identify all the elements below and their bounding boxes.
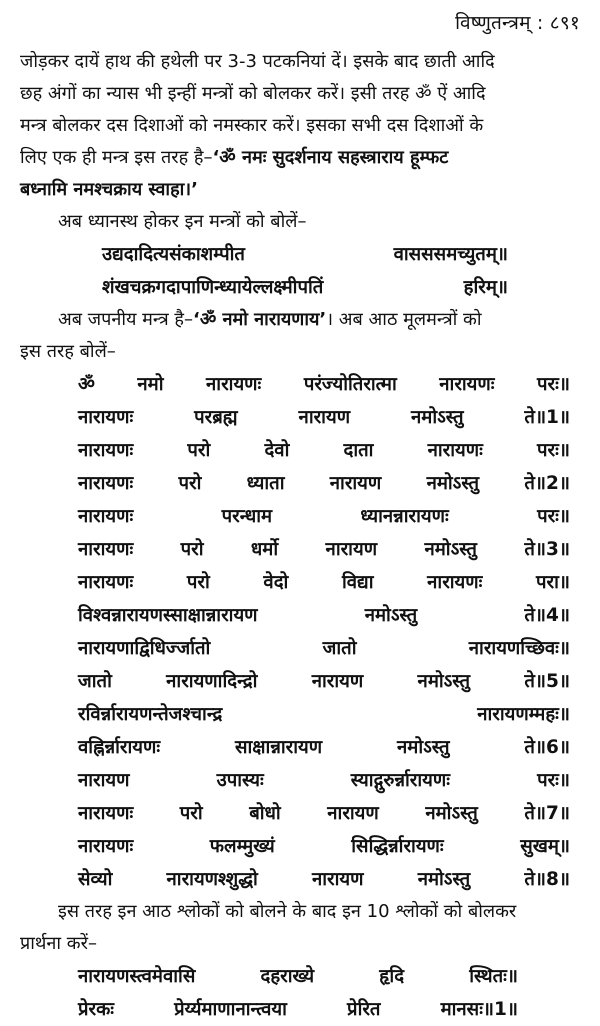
- verse-word: वह्निर्न्नारायणः: [78, 737, 161, 758]
- verse-word: दाता: [343, 440, 374, 461]
- verse-word: हृदि: [379, 966, 405, 987]
- sudarshana-mantra-end: बध्नामि नमश्चक्राय स्वाहा।’: [20, 179, 198, 200]
- dhyana-verse-line: [20, 271, 580, 304]
- verse-word: परो: [178, 473, 202, 494]
- verse-word: नारायण: [298, 407, 351, 428]
- mula-verse-line: [20, 665, 580, 698]
- japa-line-1: [20, 304, 580, 336]
- verse-word: ते॥5॥: [524, 671, 570, 692]
- verse-word: नारायणः: [78, 473, 134, 494]
- verse-word: परो: [179, 803, 203, 824]
- verse-word: परो: [187, 440, 211, 461]
- verse-word: ध्यानन्नारायणः: [360, 506, 449, 527]
- verse-word: नारायणाद्विधिर्ज्जातो: [78, 638, 211, 659]
- mula-verse-line: [20, 533, 580, 566]
- verse-word: परब्रह्म: [194, 407, 238, 428]
- outro-line-1: इस तरह इन आठ श्लोकों को बोलने के बाद इन 10 श्लोकों को बोलकर: [58, 901, 517, 922]
- verse-word: जातो: [322, 638, 357, 659]
- verse-word: नारायण: [311, 869, 364, 890]
- verse-word: परन्धाम: [221, 506, 273, 527]
- verse-word: नारायण: [329, 473, 382, 494]
- mula-verse-line: [20, 401, 580, 434]
- verse-word: विश्वन्नारायणस्साक्षान्नारायण: [78, 605, 258, 626]
- intro-line-2: छह अंगों का न्यास भी इन्हीं मन्त्रों को बोलकर करें। इसी तरह ॐ ऐं आदि: [20, 83, 486, 104]
- outro-paragraph: [20, 896, 580, 960]
- intro-line-4-text: लिए एक ही मन्त्र इस तरह है–: [20, 147, 213, 168]
- dhyana-intro: अब ध्यानस्थ होकर इन मन्त्रों को बोलें–: [58, 211, 307, 232]
- intro-line-3: मन्त्र बोलकर दस दिशाओं को नमस्कार करें। इसका सभी दस दिशाओं के: [20, 115, 484, 136]
- outro-line-2: प्रार्थना करें–: [20, 933, 97, 954]
- verse-word: वासससमच्युतम्॥: [393, 244, 508, 265]
- verse-word: नमोऽस्तु: [397, 737, 450, 758]
- verse-word: परंज्योतिरात्मा: [303, 374, 397, 395]
- japa-line-1-b: । अब आठ मूलमन्त्रों को: [326, 309, 482, 330]
- mula-verse-line: [20, 797, 580, 830]
- verse-word: नमोऽस्तु: [425, 803, 478, 824]
- verse-word: नारायणः: [78, 506, 134, 527]
- sudarshana-mantra: ‘ॐ नमः सुदर्शनाय सहस्त्राराय हूम्फट: [212, 147, 449, 168]
- verse-word: उद्यदादित्यसंकाशम्पीत: [102, 244, 245, 265]
- running-header: विष्णुतन्त्रम् : ८९१: [455, 12, 580, 34]
- verse-word: नारायणः: [439, 374, 495, 395]
- verse-word: दहराख्ये: [260, 966, 315, 987]
- verse-word: नमोऽस्तु: [426, 473, 480, 494]
- japa-paragraph: [20, 304, 580, 368]
- verse-word: नारायण: [311, 671, 364, 692]
- prarthana-verse-line: [20, 993, 580, 1026]
- verse-word: नमोऽस्तु: [417, 869, 471, 890]
- verse-word: परः॥: [537, 374, 570, 395]
- verse-word: नारायणश्शुद्धो: [166, 869, 258, 890]
- verse-word: स्थितः॥: [469, 966, 518, 987]
- mula-verses: [20, 368, 580, 896]
- verse-word: ते॥6॥: [524, 737, 570, 758]
- verse-word: नमोऽस्तु: [417, 671, 471, 692]
- verse-word: नमोऽस्तु: [410, 407, 464, 428]
- verse-word: रविर्न्नारायणन्तेजश्चान्द्र: [78, 704, 223, 725]
- verse-word: ॐ: [78, 374, 95, 395]
- mula-verse-line: [20, 863, 580, 896]
- verse-word: नारायणच्छिवः॥: [468, 638, 570, 659]
- verse-word: प्रेरित: [347, 999, 381, 1020]
- verse-word: नारायणः: [78, 407, 134, 428]
- prarthana-verses: [20, 960, 580, 1026]
- mula-verse-line: [20, 830, 580, 863]
- verse-word: सिद्धिर्न्नारायणः: [351, 836, 444, 857]
- verse-word: फलम्मुख्यं: [209, 836, 275, 857]
- verse-word: सुखम्॥: [520, 836, 570, 857]
- verse-word: नारायणः: [78, 572, 134, 593]
- japa-line-2: इस तरह बोलें–: [20, 341, 116, 362]
- verse-word: नमोऽस्तु: [364, 605, 418, 626]
- verse-word: ते॥4॥: [524, 605, 570, 626]
- verse-word: उपास्यः: [216, 770, 264, 791]
- verse-word: वेदो: [263, 572, 289, 593]
- mula-verse-line: [20, 566, 580, 599]
- mula-verse-line: [20, 698, 580, 731]
- verse-word: नमोऽस्तु: [424, 539, 477, 560]
- intro-paragraph: [20, 46, 580, 206]
- verse-word: परः॥: [537, 440, 570, 461]
- verse-word: शंखचक्रगदापाणिन्ध्यायेल्लक्ष्मीपतिं: [102, 277, 324, 298]
- dhyana-verses: [20, 238, 580, 304]
- verse-word: ते॥2॥: [524, 473, 570, 494]
- mula-verse-line: [20, 764, 580, 797]
- dhyana-verse-line: [20, 238, 580, 271]
- mula-verse-line: [20, 599, 580, 632]
- verse-word: नारायणः: [78, 836, 134, 857]
- verse-word: धर्मो: [250, 539, 279, 560]
- mula-verse-line: [20, 368, 580, 401]
- verse-word: बोधो: [249, 803, 281, 824]
- verse-word: हरिम्॥: [463, 277, 508, 298]
- japa-line-1-a: अब जपनीय मन्त्र है–: [58, 309, 193, 330]
- verse-word: सेव्यो: [78, 869, 113, 890]
- japa-mantra: ‘ॐ नमो नारायणाय’: [192, 309, 327, 330]
- verse-word: विद्या: [341, 572, 374, 593]
- verse-word: ध्याता: [246, 473, 285, 494]
- verse-word: नारायण: [78, 770, 130, 791]
- intro-line-1: जोड़कर दायें हाथ की हथेली पर 3-3 पटकनियां दें। इसके बाद छाती आदि: [20, 51, 495, 72]
- verse-word: नारायणः: [78, 440, 134, 461]
- verse-word: नारायणः: [206, 374, 262, 395]
- prarthana-verse-line: [20, 960, 580, 993]
- verse-word: साक्षान्नारायण: [234, 737, 323, 758]
- mula-verse-line: [20, 632, 580, 665]
- verse-word: नारायणः: [427, 440, 483, 461]
- intro-line-4: [20, 142, 580, 174]
- verse-word: देवो: [264, 440, 290, 461]
- verse-word: नारायणः: [78, 803, 134, 824]
- mula-verse-line: [20, 434, 580, 467]
- mula-verse-line: [20, 731, 580, 764]
- verse-word: ते॥3॥: [524, 539, 570, 560]
- verse-word: ते॥7॥: [524, 803, 570, 824]
- mula-verse-line: [20, 500, 580, 533]
- verse-word: जातो: [78, 671, 112, 692]
- verse-word: नारायण: [325, 539, 378, 560]
- verse-word: नारायणम्महः॥: [477, 704, 570, 725]
- verse-word: मानसः॥1॥: [440, 999, 518, 1020]
- verse-word: प्रेरकः: [78, 999, 115, 1020]
- verse-word: परो: [180, 539, 204, 560]
- verse-word: परा॥: [536, 572, 570, 593]
- verse-word: नारायणस्त्वमेवासि: [78, 966, 196, 987]
- verse-word: स्याद्गुरुर्न्नारायणः: [350, 770, 450, 791]
- verse-word: नारायणादिन्द्रो: [166, 671, 258, 692]
- verse-word: परो: [186, 572, 210, 593]
- verse-word: नमो: [137, 374, 164, 395]
- mula-verse-line: [20, 467, 580, 500]
- verse-word: नारायण: [327, 803, 379, 824]
- verse-word: प्रेर्य्यमाणानान्त्वया: [174, 999, 287, 1020]
- verse-word: परः॥: [537, 770, 570, 791]
- verse-word: ते॥8॥: [524, 869, 570, 890]
- verse-word: नारायणः: [78, 539, 134, 560]
- verse-word: नारायणः: [427, 572, 483, 593]
- verse-word: ते॥1॥: [524, 407, 570, 428]
- verse-word: परः॥: [537, 506, 570, 527]
